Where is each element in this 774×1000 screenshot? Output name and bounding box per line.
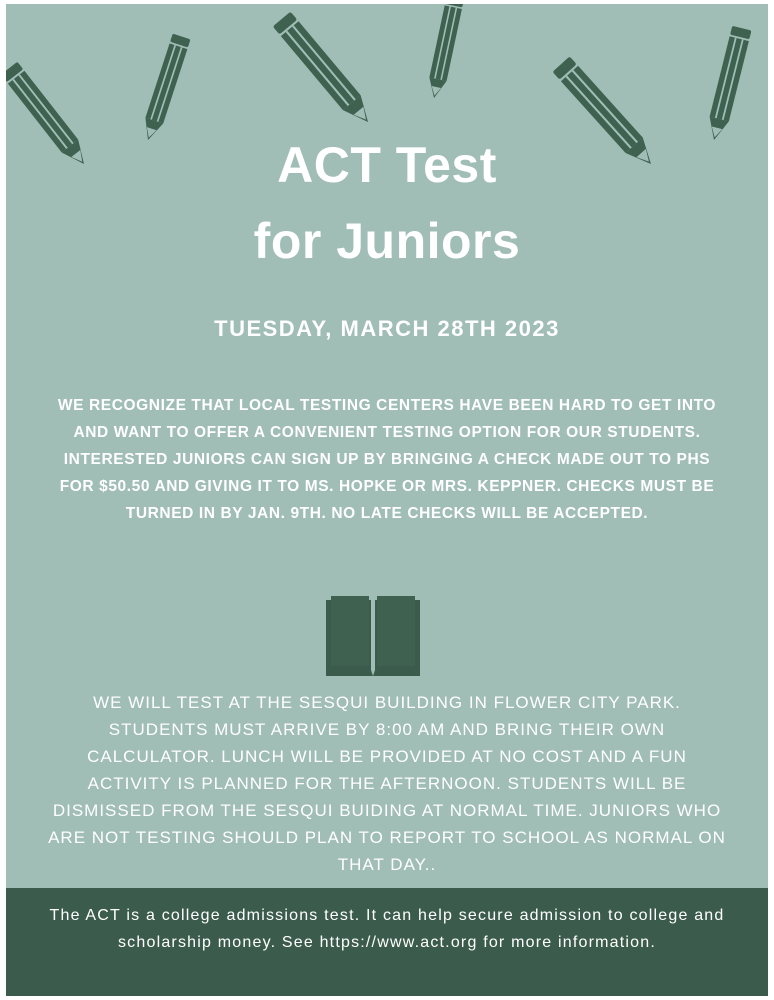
title-line-1: ACT Test [277, 137, 497, 193]
footer-banner [6, 888, 768, 996]
open-book-icon [324, 594, 422, 680]
flyer [6, 4, 768, 996]
intro-paragraph [46, 392, 728, 527]
intro-text-2: INTERESTED JUNIORS CAN SIGN UP BY BRINGING A CHECK MADE OUT TO PHS FOR $50.50 AND GIVING IT TO MS. HOPKE OR MRS. KEPPNER. CHECKS MUST BE TURNED IN BY JAN. 9TH. NO LATE CHECKS WILL BE ACCEPTED. [59, 451, 715, 522]
test-date: TUESDAY, MARCH 28TH 2023 [214, 316, 560, 341]
pencil-icon [139, 34, 190, 143]
title-line-2: for Juniors [253, 213, 521, 269]
details-paragraph: WE WILL TEST AT THE SESQUI BUILDING IN FLOWER CITY PARK. STUDENTS MUST ARRIVE BY 8:00 AM AND BRING THEIR OWN CALCULATOR. LUNCH WILL BE PROVIDED AT NO COST AND A FUN ACTIVITY IS PLANNED FOR THE AFTERNOON. STUDENTS WILL BE DISMISSED FROM THE SESQUI BUIDING AT NORMAL TIME. JUNIORS WHO ARE NOT TESTING SHOULD PLAN TO REPORT TO SCHOOL AS NORMAL ON THAT DAY.. [48, 693, 726, 874]
pencil-icon [425, 4, 464, 100]
pencil-icon [704, 26, 751, 143]
intro-text-1: WE RECOGNIZE THAT LOCAL TESTING CENTERS HAVE BEEN HARD TO GET INTO AND WANT TO OFFER A CONVENIENT TESTING OPTION FOR OUR STUDENTS. [57, 397, 717, 441]
pencil-icon [273, 12, 377, 130]
footer-text: The ACT is a college admissions test. It can help secure admission to college and scholarship money. See https://www.act.org for more information. [49, 907, 725, 951]
